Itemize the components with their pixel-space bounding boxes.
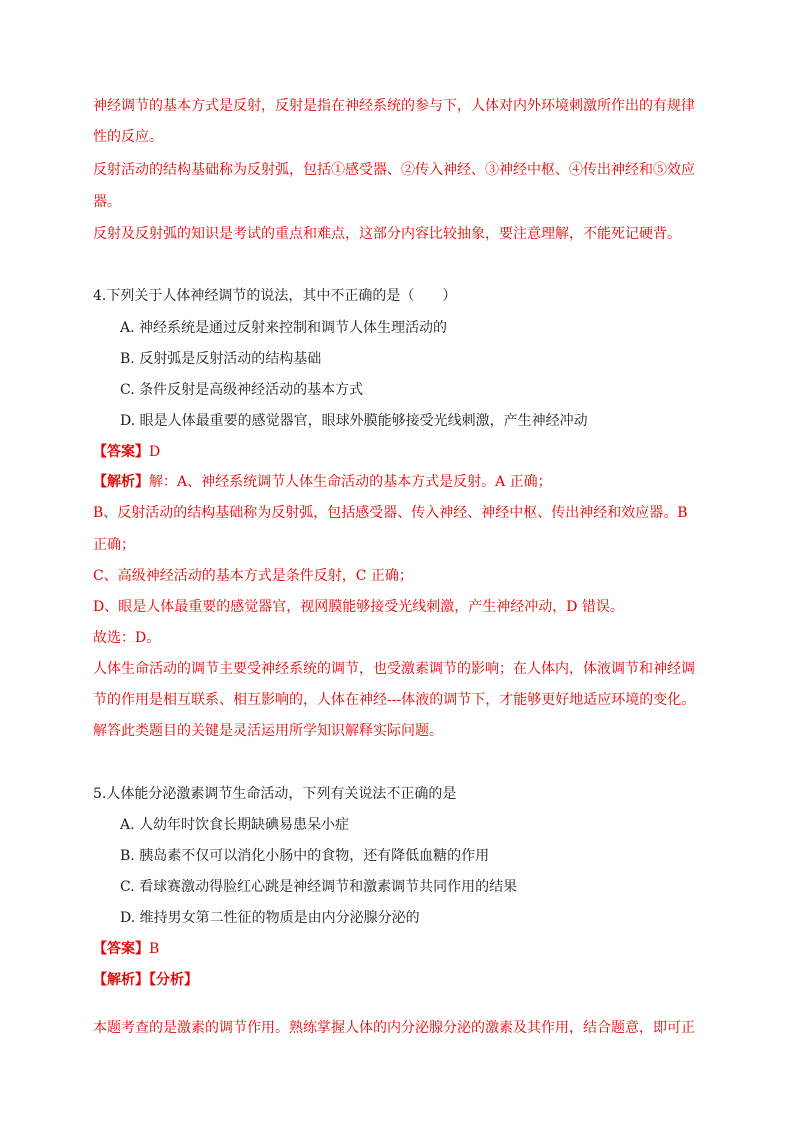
explanation-line: 反射活动的结构基础称为反射弧，包括①感受器、②传入神经、③神经中枢、④传出神经和⑤效应	[93, 162, 695, 178]
analysis-line: 解答此类题目的关键是灵活运用所学知识解释实际问题。	[93, 723, 443, 739]
question-4-option-c: C. 条件反射是高级神经活动的基本方式	[120, 382, 364, 398]
question-4-option-b: B. 反射弧是反射活动的结构基础	[120, 351, 322, 367]
analysis-line: 人体生命活动的调节主要受神经系统的调节，也受激素调节的影响；在人体内，体液调节和神经调	[93, 661, 695, 677]
explanation-line: 反射及反射弧的知识是考试的重点和难点，这部分内容比较抽象，要注意理解，不能死记硬背。	[93, 226, 681, 242]
analysis-line: D、眼是人体最重要的感觉器官，视网膜能够接受光线刺激，产生神经冲动，D 错误。	[93, 599, 624, 615]
question-4-answer	[93, 442, 160, 462]
question-5-stem: 5.人体能分泌激素调节生命活动，下列有关说法不正确的是	[93, 786, 457, 802]
question-4-option-d: D. 眼是人体最重要的感觉器官，眼球外膜能够接受光线刺激，产生神经冲动	[120, 413, 588, 429]
answer-tag: 【答案】	[93, 444, 149, 460]
explanation-line: 性的反应。	[93, 129, 163, 145]
analysis-line: C、高级神经活动的基本方式是条件反射，C 正确；	[93, 568, 413, 584]
analysis-line: 本题考查的是激素的调节作用。熟练掌握人体的内分泌腺分泌的激素及其作用，结合题意，即可正	[93, 1020, 695, 1036]
question-4-option-a: A. 神经系统是通过反射来控制和调节人体生理活动的	[120, 320, 448, 336]
explanation-line: 器。	[93, 194, 121, 210]
answer-tag: 【答案】	[93, 941, 149, 957]
question-5-option-b: B. 胰岛素不仅可以消化小肠中的食物，还有降低血糖的作用	[120, 848, 490, 864]
question-5-option-a: A. 人幼年时饮食长期缺碘易患呆小症	[120, 817, 350, 833]
question-5-option-c: C. 看球赛激动得脸红心跳是神经调节和激素调节共同作用的结果	[120, 879, 518, 895]
answer-value: B	[149, 941, 160, 957]
question-4-stem: 4.下列关于人体神经调节的说法，其中不正确的是（ ）	[93, 288, 457, 304]
question-5-option-d: D. 维持男女第二性征的物质是由内分泌腺分泌的	[120, 910, 420, 926]
question-4-analysis-first	[93, 472, 552, 492]
analysis-line: 节的作用是相互联系、相互影响的，人体在神经---体液的调节下，才能够更好地适应环境的变化。	[93, 692, 696, 708]
analysis-tag: 【解析】	[93, 474, 149, 490]
analysis-text: 解：A、神经系统调节人体生命活动的基本方式是反射。A 正确；	[149, 474, 552, 490]
analysis-line: B、反射活动的结构基础称为反射弧，包括感受器、传入神经、神经中枢、传出神经和效应器。B	[93, 505, 688, 521]
question-5-answer	[93, 939, 159, 959]
analysis-line: 正确；	[93, 537, 135, 553]
explanation-line: 神经调节的基本方式是反射，反射是指在神经系统的参与下，人体对内外环境刺激所作出的有规律	[93, 98, 695, 114]
question-5-analysis-heading: 【解析】【分析】	[93, 972, 198, 988]
answer-value: D	[149, 444, 161, 460]
analysis-line: 故选：D。	[93, 630, 161, 646]
